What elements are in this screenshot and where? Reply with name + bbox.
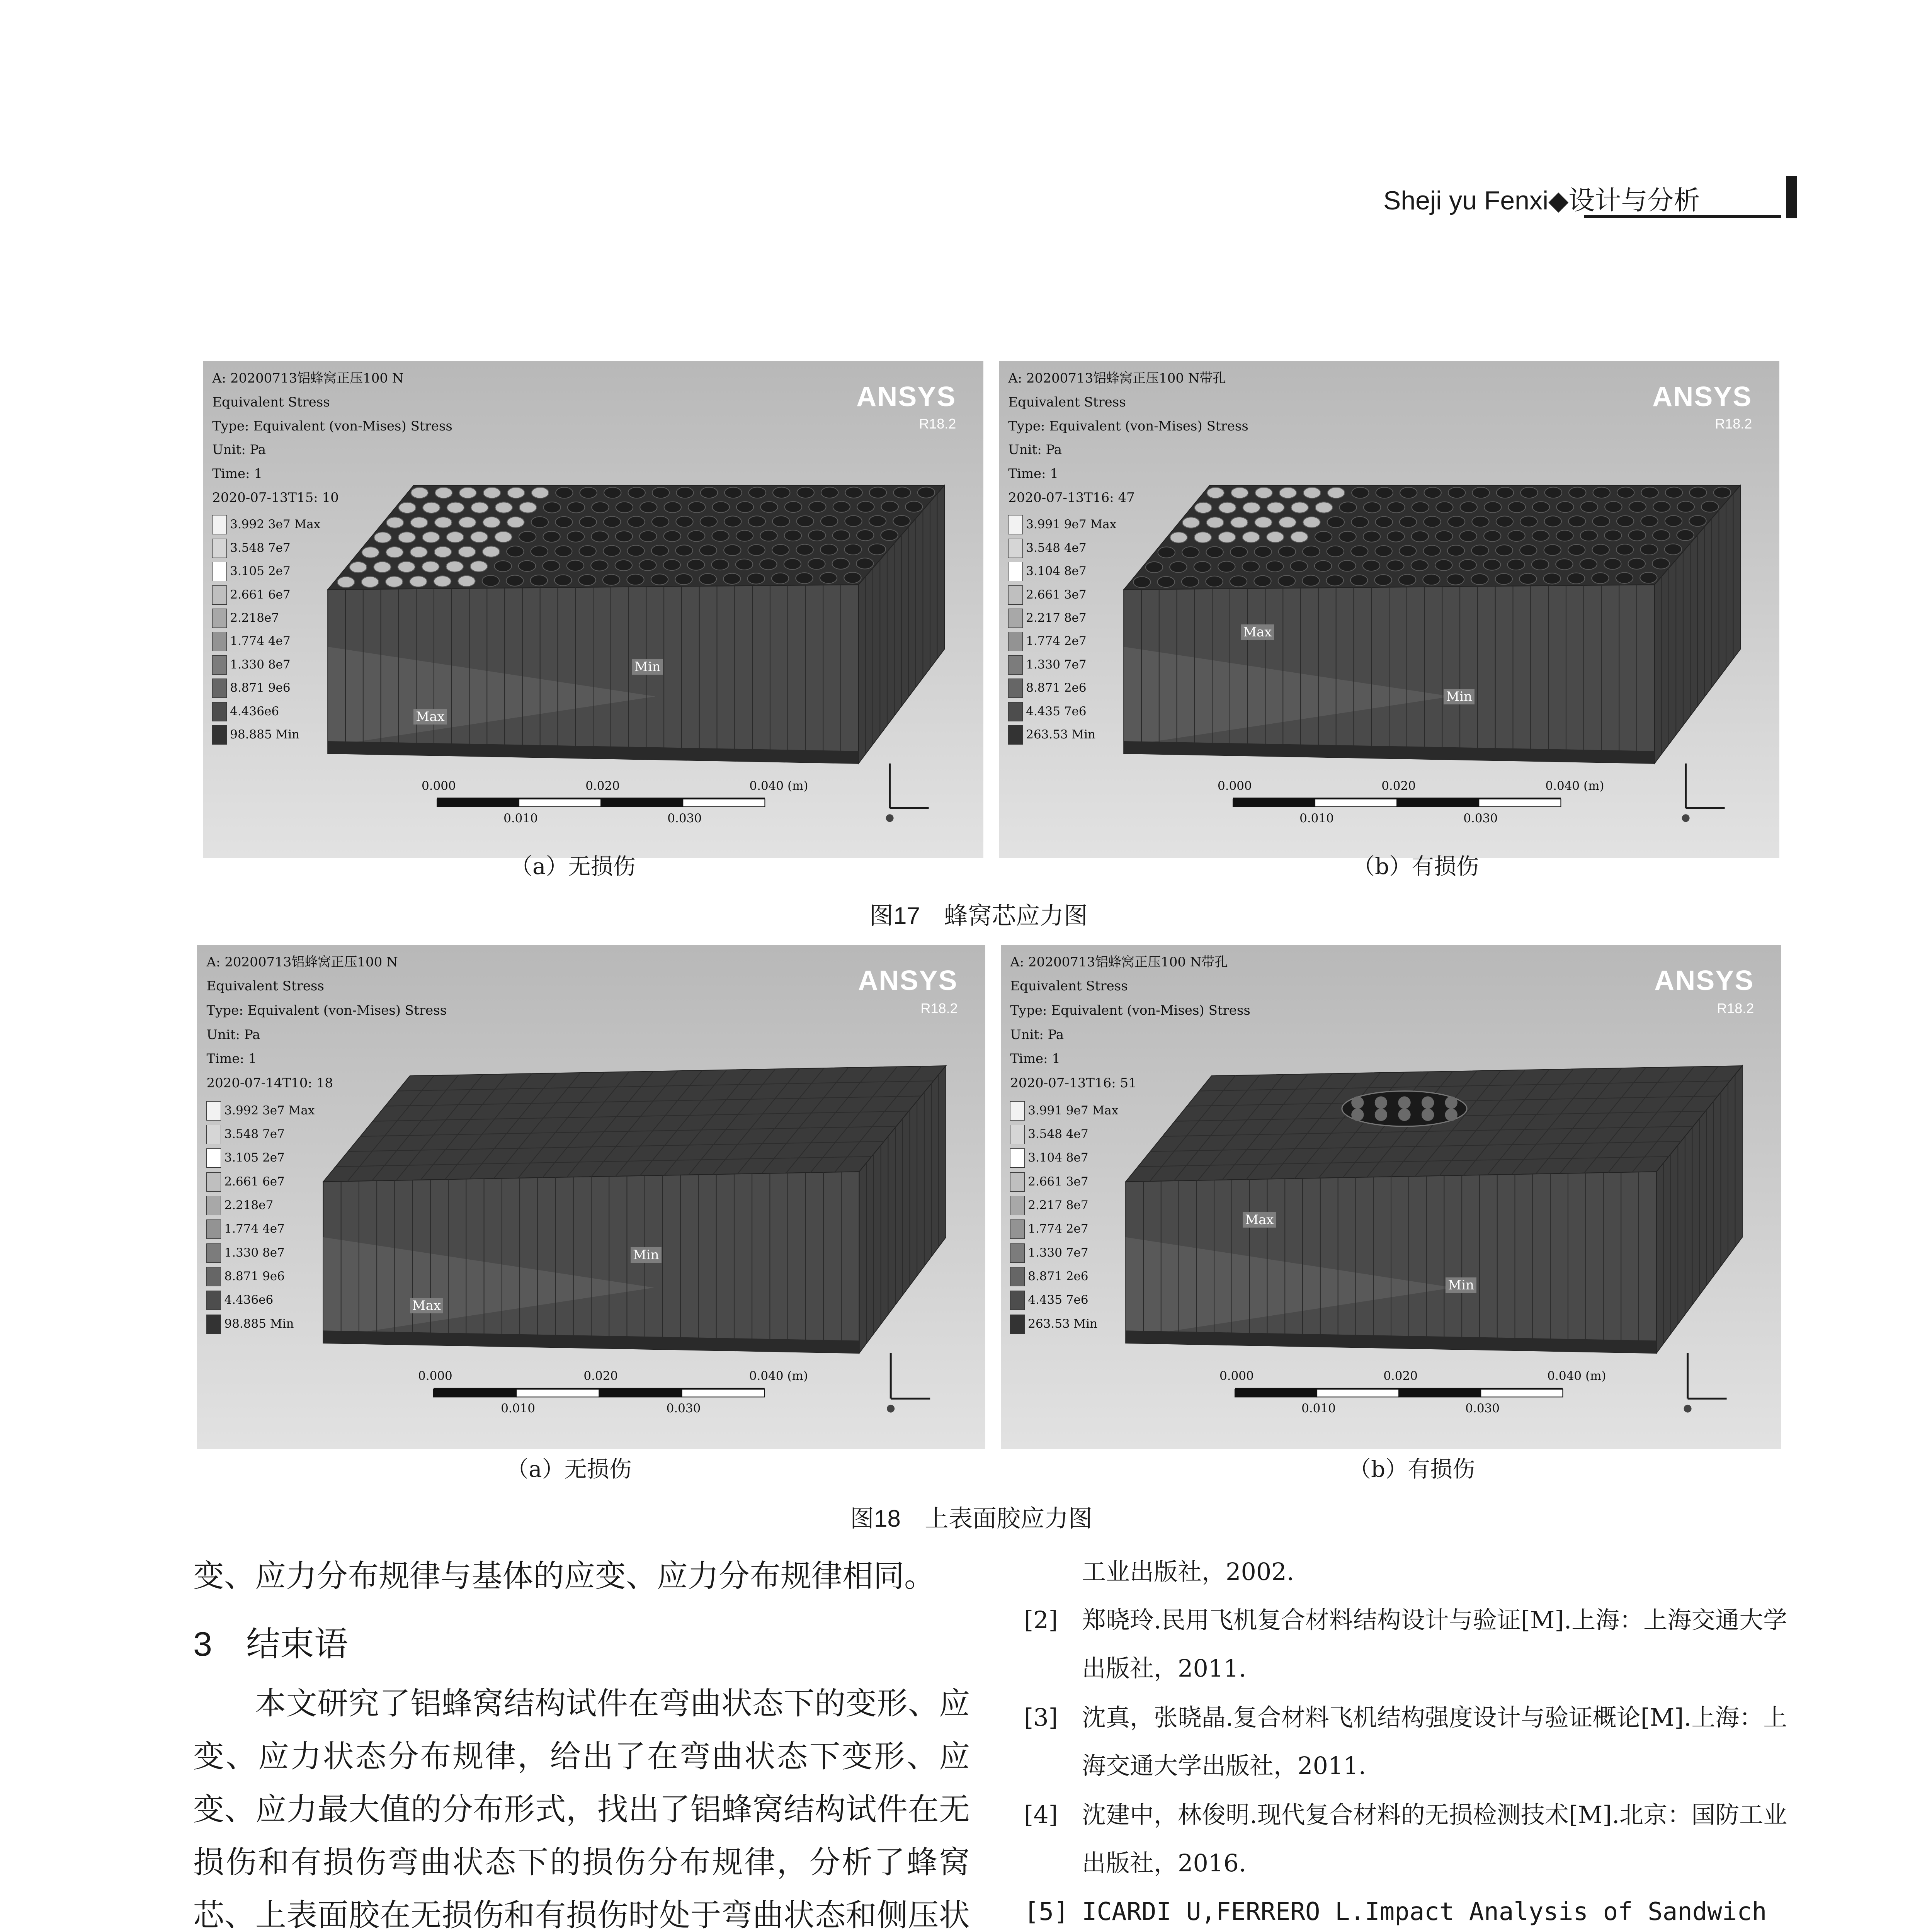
header-bar <box>1786 176 1797 218</box>
legend-label: 8.871 9e6 <box>224 1269 285 1283</box>
scale-label: 0.040 (m) <box>1547 1369 1606 1383</box>
result-info-line: Time: 1 <box>1010 1051 1061 1067</box>
legend-label: 2.661 6e7 <box>230 587 291 602</box>
legend-swatch <box>212 562 227 581</box>
figure17-panel-a <box>203 361 983 858</box>
figure17-panel-b <box>999 361 1779 858</box>
legend-label: 1.330 8e7 <box>230 657 291 672</box>
result-info-line: Type: Equivalent (von-Mises) Stress <box>212 418 452 434</box>
legend-swatch <box>1010 1267 1025 1286</box>
result-info-line: Time: 1 <box>206 1051 257 1067</box>
legend-swatch <box>212 609 227 628</box>
legend-label: 2.217 8e7 <box>1028 1198 1088 1212</box>
figure17-subcaption-b: （b）有损伤 <box>1352 853 1479 879</box>
result-info-line: Type: Equivalent (von-Mises) Stress <box>206 1002 447 1018</box>
legend-swatch <box>212 585 227 605</box>
result-info-line: Equivalent Stress <box>212 395 330 410</box>
reference-number: [5] <box>1024 1898 1069 1926</box>
scale-label: 0.020 <box>1383 1369 1418 1383</box>
legend-label: 2.661 6e7 <box>224 1174 285 1189</box>
legend-label: 1.330 7e7 <box>1026 657 1087 672</box>
legend-label: 3.104 8e7 <box>1028 1151 1088 1165</box>
scale-label: 0.000 <box>1219 1369 1254 1383</box>
scale-label: 0.040 (m) <box>749 1369 808 1383</box>
legend-swatch <box>212 539 227 558</box>
legend-label: 1.330 8e7 <box>224 1245 285 1260</box>
scale-label: 0.000 <box>1218 779 1252 793</box>
legend-swatch <box>206 1148 221 1168</box>
legend-label: 3.104 8e7 <box>1026 564 1087 578</box>
result-info-line: Type: Equivalent (von-Mises) Stress <box>1010 1002 1250 1018</box>
legend-label: 3.548 7e7 <box>230 541 291 555</box>
reference-text: ICARDI U,FERRERO L.Impact Analysis of Sandwich <box>1082 1898 1767 1926</box>
legend-label: 8.871 2e6 <box>1028 1269 1088 1283</box>
legend-swatch <box>206 1125 221 1144</box>
conclusion-paragraph <box>193 1677 970 1932</box>
legend-swatch <box>1010 1148 1025 1168</box>
scale-label: 0.020 <box>585 779 620 793</box>
ansys-version: R18.2 <box>919 416 956 432</box>
reference-number: [4] <box>1024 1801 1058 1829</box>
scale-label: 0.040 (m) <box>1545 779 1604 793</box>
legend-label: 3.105 2e7 <box>224 1151 285 1165</box>
figure18-subcaption-a: （a）无损伤 <box>506 1456 632 1482</box>
legend-swatch <box>212 632 227 651</box>
header-underline <box>1584 215 1781 218</box>
legend-label: 8.871 9e6 <box>230 681 291 695</box>
reference-text: 郑晓玲.民用飞机复合材料结构设计与验证[M].上海：上海交通大学出版社，2011. <box>1082 1606 1787 1682</box>
result-info-line: Time: 1 <box>212 466 263 482</box>
legend-label: 3.992 3e7 Max <box>230 517 321 532</box>
scale-label: 0.010 <box>503 811 538 825</box>
legend-label: 3.548 4e7 <box>1026 541 1087 555</box>
reference-item <box>1024 1888 1801 1932</box>
min-marker: Min <box>1446 1277 1476 1293</box>
ansys-logo: ANSYS <box>858 965 958 997</box>
reference-item <box>1024 1693 1801 1790</box>
result-info-line: A: 20200713铝蜂窝正压100 N带孔 <box>1010 954 1228 970</box>
legend-swatch <box>1008 679 1023 698</box>
scale-label: 0.030 <box>667 811 702 825</box>
section-title: 3 结束语 <box>193 1625 348 1663</box>
result-info-line: A: 20200713铝蜂窝正压100 N <box>206 954 398 970</box>
max-marker: Max <box>410 1298 443 1313</box>
max-marker: Max <box>1241 624 1274 640</box>
continued-paragraph: 变、应力分布规律与基体的应变、应力分布规律相同。 <box>193 1558 935 1594</box>
legend-label: 2.218e7 <box>230 611 279 625</box>
scale-label: 0.030 <box>1463 811 1498 825</box>
scale-label: 0.010 <box>1301 1401 1336 1416</box>
reference-item <box>1024 1596 1801 1692</box>
legend-swatch <box>1010 1243 1025 1263</box>
ansys-version: R18.2 <box>1717 1000 1754 1016</box>
legend-swatch <box>1008 515 1023 534</box>
result-info-line: Unit: Pa <box>212 442 266 458</box>
figure18-caption: 图18 上表面胶应力图 <box>850 1505 1092 1532</box>
reference-text: 工业出版社，2002. <box>1082 1558 1294 1586</box>
legend-swatch <box>1010 1196 1025 1215</box>
legend-label: 3.992 3e7 Max <box>224 1103 315 1117</box>
legend-swatch <box>212 655 227 675</box>
ansys-version: R18.2 <box>1715 416 1752 432</box>
legend-label: 2.661 3e7 <box>1026 587 1087 602</box>
ansys-logo: ANSYS <box>856 381 956 413</box>
result-info-line: Type: Equivalent (von-Mises) Stress <box>1008 418 1248 434</box>
legend-label: 98.885 Min <box>230 727 300 742</box>
ansys-version: R18.2 <box>920 1000 958 1016</box>
legend-swatch <box>1010 1315 1025 1334</box>
legend-label: 3.991 9e7 Max <box>1026 517 1117 532</box>
legend-swatch <box>1008 585 1023 605</box>
result-info-line: Equivalent Stress <box>206 978 324 994</box>
reference-number: [2] <box>1024 1606 1058 1634</box>
legend-swatch <box>1010 1172 1025 1192</box>
legend-swatch <box>1010 1101 1025 1121</box>
result-info-line: 2020-07-13T15: 10 <box>212 490 339 505</box>
legend-label: 263.53 Min <box>1028 1316 1098 1331</box>
scale-label: 0.000 <box>422 779 456 793</box>
legend-label: 1.774 4e7 <box>230 634 291 648</box>
legend-label: 2.217 8e7 <box>1026 611 1087 625</box>
legend-label: 1.330 7e7 <box>1028 1245 1088 1260</box>
scale-label: 0.040 (m) <box>749 779 808 793</box>
scale-label: 0.010 <box>1299 811 1334 825</box>
max-marker: Max <box>1243 1212 1276 1228</box>
result-info-line: Unit: Pa <box>1010 1027 1064 1043</box>
legend-swatch <box>1008 702 1023 721</box>
legend-swatch <box>1010 1125 1025 1144</box>
legend-swatch <box>1008 725 1023 745</box>
min-marker: Min <box>1444 689 1475 704</box>
legend-swatch <box>212 679 227 698</box>
scale-label: 0.000 <box>418 1369 452 1383</box>
legend-swatch <box>206 1315 221 1334</box>
legend-swatch <box>212 725 227 745</box>
legend-swatch <box>1008 632 1023 651</box>
figure18-panel-b <box>1001 945 1781 1449</box>
legend-label: 4.436e6 <box>224 1293 274 1307</box>
result-info-line: A: 20200713铝蜂窝正压100 N带孔 <box>1008 371 1226 386</box>
legend-label: 4.435 7e6 <box>1028 1293 1088 1307</box>
scale-label: 0.030 <box>1465 1401 1500 1416</box>
legend-label: 3.105 2e7 <box>230 564 291 578</box>
legend-label: 98.885 Min <box>224 1316 294 1331</box>
reference-continuation <box>1024 1548 1801 1596</box>
legend-swatch <box>206 1172 221 1192</box>
result-info-line: Equivalent Stress <box>1008 395 1126 410</box>
legend-swatch <box>206 1267 221 1286</box>
result-info-line: A: 20200713铝蜂窝正压100 N <box>212 371 404 386</box>
legend-label: 4.436e6 <box>230 704 279 718</box>
result-info-line: 2020-07-13T16: 47 <box>1008 490 1135 505</box>
legend-label: 3.548 7e7 <box>224 1127 285 1141</box>
legend-label: 263.53 Min <box>1026 727 1096 742</box>
scale-label: 0.030 <box>666 1401 701 1416</box>
figure17-caption: 图17 蜂窝芯应力图 <box>869 903 1088 929</box>
min-marker: Min <box>631 1247 662 1263</box>
legend-swatch <box>206 1243 221 1263</box>
legend-label: 3.548 4e7 <box>1028 1127 1088 1141</box>
reference-number: [3] <box>1024 1703 1058 1731</box>
legend-swatch <box>1010 1291 1025 1310</box>
header-title: Sheji yu Fenxi◆设计与分析 <box>1383 186 1700 215</box>
reference-text: 沈真，张晓晶.复合材料飞机结构强度设计与验证概论[M].上海：上海交通大学出版社，2011. <box>1082 1703 1787 1780</box>
figure17-subcaption-a: （a）无损伤 <box>510 853 636 879</box>
legend-swatch <box>206 1196 221 1215</box>
legend-label: 2.218e7 <box>224 1198 274 1212</box>
result-info-line: Unit: Pa <box>206 1027 260 1043</box>
ansys-logo: ANSYS <box>1652 381 1752 413</box>
legend-label: 1.774 2e7 <box>1028 1222 1088 1236</box>
ansys-logo: ANSYS <box>1654 965 1754 997</box>
legend-swatch <box>206 1219 221 1239</box>
scale-label: 0.010 <box>501 1401 535 1416</box>
conclusion-text: 本文研究了铝蜂窝结构试件在弯曲状态下的变形、应变、应力状态分布规律，给出了在弯曲状态下变形、应变、应力最大值的分布形式，找出了铝蜂窝结构试件在无损伤和有损伤弯曲状态下的损伤分布规律，分析了蜂窝芯、上表面胶在无损伤和有损伤时处于弯曲状态和侧压状 <box>193 1685 970 1932</box>
legend-swatch <box>1008 609 1023 628</box>
legend-swatch <box>212 515 227 534</box>
legend-label: 2.661 3e7 <box>1028 1174 1088 1189</box>
legend-swatch <box>1008 539 1023 558</box>
legend-swatch <box>1008 655 1023 675</box>
scale-label: 0.020 <box>583 1369 618 1383</box>
legend-label: 4.435 7e6 <box>1026 704 1087 718</box>
legend-swatch <box>206 1291 221 1310</box>
legend-swatch <box>212 702 227 721</box>
figure18-panel-a <box>197 945 985 1449</box>
legend-swatch <box>1008 562 1023 581</box>
reference-text: 沈建中，林俊明.现代复合材料的无损检测技术[M].北京：国防工业出版社，2016. <box>1082 1801 1787 1877</box>
scale-label: 0.020 <box>1381 779 1416 793</box>
result-info-line: Time: 1 <box>1008 466 1059 482</box>
legend-label: 1.774 2e7 <box>1026 634 1087 648</box>
min-marker: Min <box>632 659 663 675</box>
legend-label: 1.774 4e7 <box>224 1222 285 1236</box>
legend-swatch <box>1010 1219 1025 1239</box>
result-info-line: 2020-07-13T16: 51 <box>1010 1075 1137 1091</box>
max-marker: Max <box>413 709 447 724</box>
running-header <box>1383 176 1797 218</box>
legend-label: 8.871 2e6 <box>1026 681 1087 695</box>
reference-item <box>1024 1791 1801 1887</box>
figure18-subcaption-b: （b）有损伤 <box>1349 1456 1475 1482</box>
result-info-line: Unit: Pa <box>1008 442 1062 458</box>
result-info-line: 2020-07-14T10: 18 <box>206 1075 333 1091</box>
legend-swatch <box>206 1101 221 1121</box>
result-info-line: Equivalent Stress <box>1010 978 1128 994</box>
legend-label: 3.991 9e7 Max <box>1028 1103 1119 1117</box>
